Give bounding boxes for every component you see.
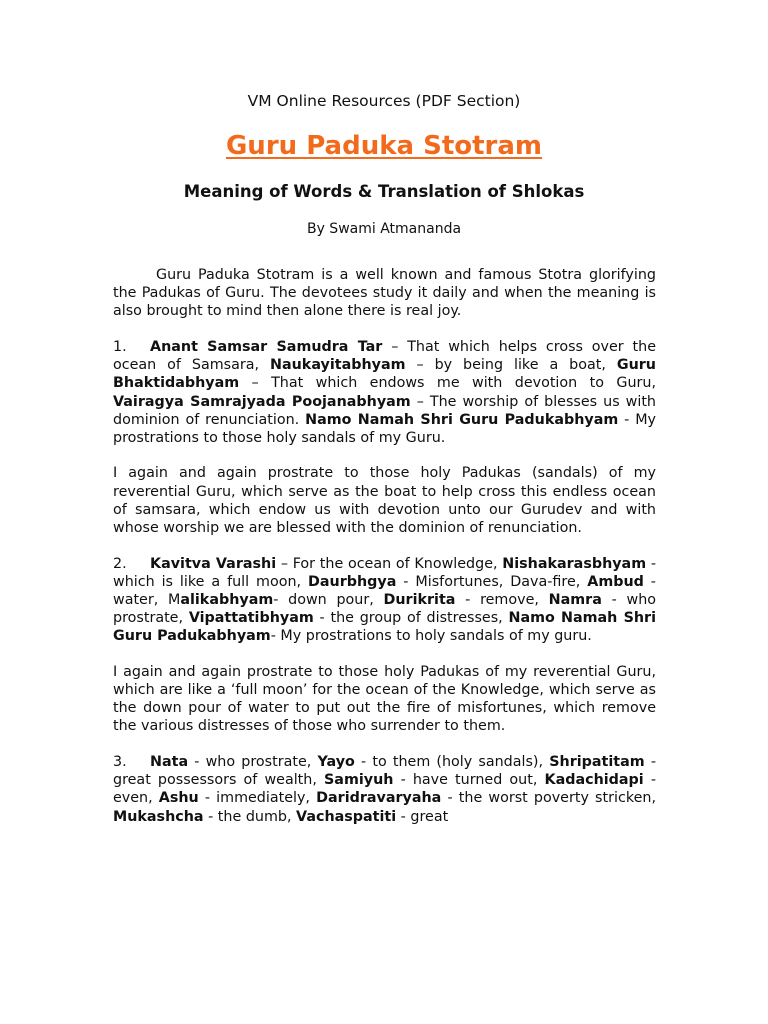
meaning: - My prostrations to holy sandals of my guru. [270,628,592,645]
term: Nishakarasbhyam [502,555,647,572]
term: Daurbhgya [308,573,397,590]
shloka-2-words [113,555,656,646]
meaning: - Misfortunes, Dava-fire, [396,573,588,590]
term: Vairagya Samrajyada Poojanabhyam [113,393,411,410]
meaning: - who prostrate, [188,753,318,770]
term: Namo Namah Shri Guru Padukabhyam [305,411,619,428]
meaning: - My prostrations to those holy sandals of my Guru. [113,411,657,446]
term: Kadachidapi [544,772,644,789]
meaning: - the group of distresses, [313,610,509,627]
meaning: – That which endows me with devotion to Guru, [239,375,656,392]
document-body [113,266,656,843]
term: Namra [548,591,602,608]
term: Ambud [587,573,644,590]
meaning: – That which helps cross over the ocean of Samsara, [113,338,656,374]
document-title: Guru Paduka Stotram [225,131,543,161]
meaning: – The worship of blesses us with dominion of renunciation. [113,393,656,428]
term: Samiyuh [324,772,394,789]
term: Daridravaryaha [316,790,442,807]
meaning: – by being like a boat, [405,357,617,374]
term: Namo Namah Shri Guru Padukabhyam [113,610,656,645]
meaning: - which is like a full moon, [113,555,656,590]
meaning: - down pour, [273,591,384,608]
meaning: - to them (holy sandals), [354,753,550,770]
document-subtitle: Meaning of Words & Translation of Shlokas [183,182,585,201]
term: Yayo [317,753,355,770]
meaning: - the dumb, [203,808,297,825]
term: Nata [150,753,189,770]
term: Vipattatibhyam [188,610,314,627]
meaning: - remove, [455,591,549,608]
term: Ashu [158,790,199,807]
term: alikabhyam [180,591,274,608]
meaning: - have turned out, [393,772,545,789]
meaning: – For the ocean of Knowledge, [276,555,503,572]
meaning: - great [396,808,449,825]
shloka-number: 3. [113,753,127,770]
shloka-number: 1. [113,338,127,355]
shloka-1-translation: I again and again prostrate to those holy Padukas (sandals) of my reverential Guru, which serve as the boat to help cross this endless ocean of samsara, which endow us with devotion unto our Gurudev and with whose worship we are blessed with the dominion of renunciation. [113,465,656,537]
meaning: - even, [113,772,656,807]
meaning: - great possessors of wealth, [113,753,656,789]
meaning: - the worst poverty stricken, [441,790,656,807]
term: Guru Bhaktidabhyam [113,357,656,392]
meaning: - water, M [113,573,656,608]
shloka-3-words [113,753,656,826]
intro-paragraph: Guru Paduka Stotram is a well known and famous Stotra glorifying the Padukas of Guru. The devotees study it daily and when the meaning is also brought to mind then alone there is real joy. [113,267,656,320]
meaning: - who prostrate, [113,591,656,627]
term: Naukayitabhyam [270,357,406,374]
term: Kavitva Varashi [150,555,277,572]
shloka-1-words [113,338,656,447]
term: Durikrita [383,591,456,608]
term: Mukashcha [113,808,204,825]
term: Anant Samsar Samudra Tar [150,338,383,355]
shloka-number: 2. [113,555,127,572]
shloka-2-translation: I again and again prostrate to those holy Padukas of my reverential Guru, which are like a ‘full moon’ for the ocean of the Knowledge, which serve as the down pour of water to put out the fire of misfortunes, which remove the various distresses of those who surrender to them. [113,663,656,735]
term: Shripatitam [549,753,645,770]
meaning: - immediately, [198,790,317,807]
site-header: VM Online Resources (PDF Section) [247,92,521,110]
term: Vachaspatiti [296,808,397,825]
author-line: By Swami Atmananda [306,221,462,237]
